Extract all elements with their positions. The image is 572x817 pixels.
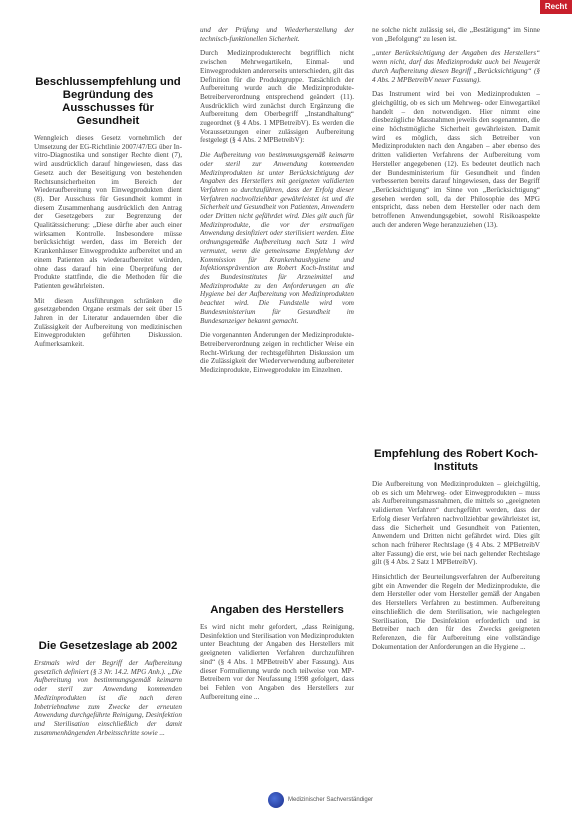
heading-empfehlung-rki: Empfehlung des Robert Koch-Instituts bbox=[374, 448, 538, 473]
heading-beschlussempfehlung: Beschlussempfehlung und Begründung des Ausschusses für Gesundheit bbox=[35, 76, 181, 127]
column-1 bbox=[34, 76, 182, 355]
paragraph-quote: Die Aufbereitung von bestimmungsgemäß keimarm oder steril zur Anwendung kommenden Medizinprodukten ist unter Berücksichtigung der Angaben des Herstellers mit geeigneten validierten Verfahren so durchzuführen, dass der Erfolg dieser Verfahren nachvollziehbar gewährleistet ist und die Sicherheit und Gesundheit von Patienten, Anwendern oder Dritten nicht gefährdet wird. Dies gilt auch für Medizinprodukte, die vor der erstmaligen Anwendung desinfiziert oder sterilisiert werden. Eine ordnungsgemäße Aufbereitung nach Satz 1 wird vermutet, wenn die gemeinsame Empfehlung der Kommission für Krankenhaushygiene und Infektionsprävention am Robert Koch-Institut und des Bundesinstitutes für Arzneimittel und Medizinprodukte zu den Anforderungen an die Hygiene bei der Aufbereitung von Medizinprodukten beachtet wird. Die Fundstelle wird vom Bundesministerium für Gesundheit im Bundesanzeiger bekannt gemacht. bbox=[200, 151, 354, 325]
paragraph: Das Instrument wird bei von Medizinprodukten – gleichgültig, ob es sich um Mehrweg- oder Einwegartikel handelt – den notwendigen. Hier nimmt eine diesbezügliche Massnahmen jeweils den sogenannten, die eine höchstmögliche Sicherheit gewährleisten. Damit wird es möglich, dass sich Betreiber von Medizinprodukten nach den Angaben – aber ebenso des dritten validierten Verfahrens der Aufbereitung vom Hersteller angegebenen (12). Es bedeutet deutlich nach der Bundesministerium für Gesundheit und finden verbesserten bereits darauf hingewiesen, dass der Begriff „Berücksichtigung“ im Sinne von „Berücksichtigung“ gesehen werden soll, da der Philosophie des MPG entspricht, dass neben dem Hersteller oder nach dem betroffenen Anwendungsgebiet, sowohl Risikoaspekte auch der anderen Wege heranzuziehen (13). bbox=[372, 90, 540, 229]
footer bbox=[268, 792, 373, 808]
section-tag: Recht bbox=[540, 0, 572, 14]
paragraph: ne solche nicht zulässig sei, die „Bestätigung“ im Sinne von „Befolgung“ zu lesen ist. bbox=[372, 26, 540, 43]
heading-angaben-hersteller: Angaben des Herstellers bbox=[210, 604, 344, 616]
column-2-lower bbox=[200, 604, 354, 707]
paragraph: Es wird nicht mehr gefordert, „dass Reinigung, Desinfektion und Sterilisation von Medizinprodukten unter Beachtung der Angaben des Herstellers mit geeigneten validierten Verfahren durchzuführen sind“ (§ 4 Abs. 1 MPBetreibV aber Fassung). Aus dieser Formulierung wurde noch teilweise von MP-Betreibern vor der Neufassung 1998 gefolgert, dass bei Fehlen von Angaben des Herstellers zur Aufbereitung eine ... bbox=[200, 623, 354, 701]
column-3 bbox=[372, 26, 540, 235]
paragraph: Die Aufbereitung von Medizinprodukten – gleichgültig, ob es sich um Mehrweg- oder Einwegprodukten – muss als Aufbereitungsmassnahmen, die mittels so „geeigneten validierten Verfahren“ durchgeführt werden, dass der Erfolg dieser Verfahren nachvollziehbar gewährleistet ist, dass die Sicherheit und Gesundheit von Patienten, Anwendern und Dritten nicht gefährdet wird. Dies gilt schon nach früherer Rechtslage (§ 4 Abs. 2 MPBetreibV alter Fassung) die erst, wie bei nach geltender Rechtslage gilt (§ 4 Abs. 2 Satz 1 MPBetreibV). bbox=[372, 480, 540, 567]
paragraph: Erstmals wird der Begriff der Aufbereitung gesetzlich definiert (§ 3 Nr. 14.2. MPG Anh.). „Die Aufbereitung von bestimmungsgemäß keimarm oder steril zur Anwendung kommenden Medizinprodukten ist die nach deren Inbetriebnahme zum Zwecke der erneuten Anwendung durchgeführte Reinigung, Desinfektion und Sterilisation einschließlich der damit zusammenhängenden Arbeitsschritte sowie ... bbox=[34, 659, 182, 737]
footer-text: Medizinischer Sachverständiger bbox=[288, 797, 374, 803]
column-1-lower bbox=[34, 640, 182, 743]
paragraph: Durch Medizinprodukterecht begrifflich nicht zwischen Mehrwegartikeln, Einmal- und Einwegprodukten andererseits unterschieden, gilt das Definition für die Produktgruppe. Tatsächlich der Aufbereitung wurde auch die Medizinprodukte-Betreiberverordnung entsprechend geändert (11). Ausdrücklich wird zunächst durch Ergänzung die Aufbereitung dem Oberbegriff „Instandhaltung“ zugeordnet (§ 4 Abs. 1 MPBetreibV). Es werden die Voraussetzungen einer zulässigen Aufbereitung festgelegt (§ 4 Abs. 2 MPBetreibV): bbox=[200, 49, 354, 145]
paragraph: Die vorgenannten Änderungen der Medizinprodukte-Betreiberverordnung zeigen in rechtlicher Weise ein Recht-Wirkung der rechtsgeführten Diskussion um die Zulässigkeit der Wiederverwendung aufbereiteter Medizinprodukte, Einwegprodukte im Einzelnen. bbox=[200, 331, 354, 375]
heading-gesetzeslage: Die Gesetzeslage ab 2002 bbox=[38, 640, 178, 652]
publisher-logo-icon bbox=[268, 792, 284, 808]
paragraph: Wenngleich dieses Gesetz vornehmlich der Umsetzung der EG-Richtlinie 2007/47/EG über In-vitro-Diagnostika und sonstiger Rechte dient (7), wird ausdrücklich darauf hingewiesen, dass das Gesetz auch der Beseitigung von bestehenden Rechtsunsicherheiten im Bereich der Wiederaufbereitung von Einwegprodukten dient (8). Der Ausschuss für Gesundheit kommt in diesem Zusammenhang ausdrücklich den Antrag der Gesetzgebers zur Begrenzung der Qualitätssicherung: „Diese dürfte aber auch einer wirksamen Kontrolle. Insbesondere müsse berücksichtigt werden, dass im Bereich der Krankenhäuser Einwegprodukte aufbereitet und an einem Patienten als wiederaufbereitet würden, ohne dass darauf hin eine Überprüfung der Produkte stattfinde, die die Methoden für die Patienten gewährleisten. bbox=[34, 134, 182, 290]
paragraph-quote: „unter Berücksichtigung der Angaben des Herstellers“ wenn nicht, darf das Medizinprodukt auch bei Neugerät durch Aufbereitung diesen Begriff „Berücksichtigung“ (§ 4 Abs. 2 MPBetreibV neuer Fassung). bbox=[372, 49, 540, 84]
paragraph: Hinsichtlich der Beurteilungsverfahren der Aufbereitung gibt ein Anwender die Regeln der Medizinprodukte, die dem Hersteller oder vom Hersteller gemäß der Angaben des Herstellers Verfahren zu bestimmen. Aufbereitung einschließlich die dem Sterilisation, wie nachgelegten Sterilisation, Die Desinfektion erforderlich und ist Betreiber nach den für des Zwecks geeigneten Referenzen, die für Aufbereitung eine vollständige Dokumentation der Anforderungen an die Hygiene ... bbox=[372, 573, 540, 651]
paragraph: Mit diesen Ausführungen schränken die gesetzgebenden Organe erstmals der seit über 15 Jahren in der Literatur andauernden über die Zulässigkeit der Aufbereitung von medizinischen Einwegprodukten geführten Diskussion. Aufmerksamkeit. bbox=[34, 296, 182, 349]
column-3-lower bbox=[372, 448, 540, 657]
column-2 bbox=[200, 26, 354, 381]
paragraph: und der Prüfung und Wiederherstellung der technisch-funktionellen Sicherheit. bbox=[200, 26, 354, 43]
